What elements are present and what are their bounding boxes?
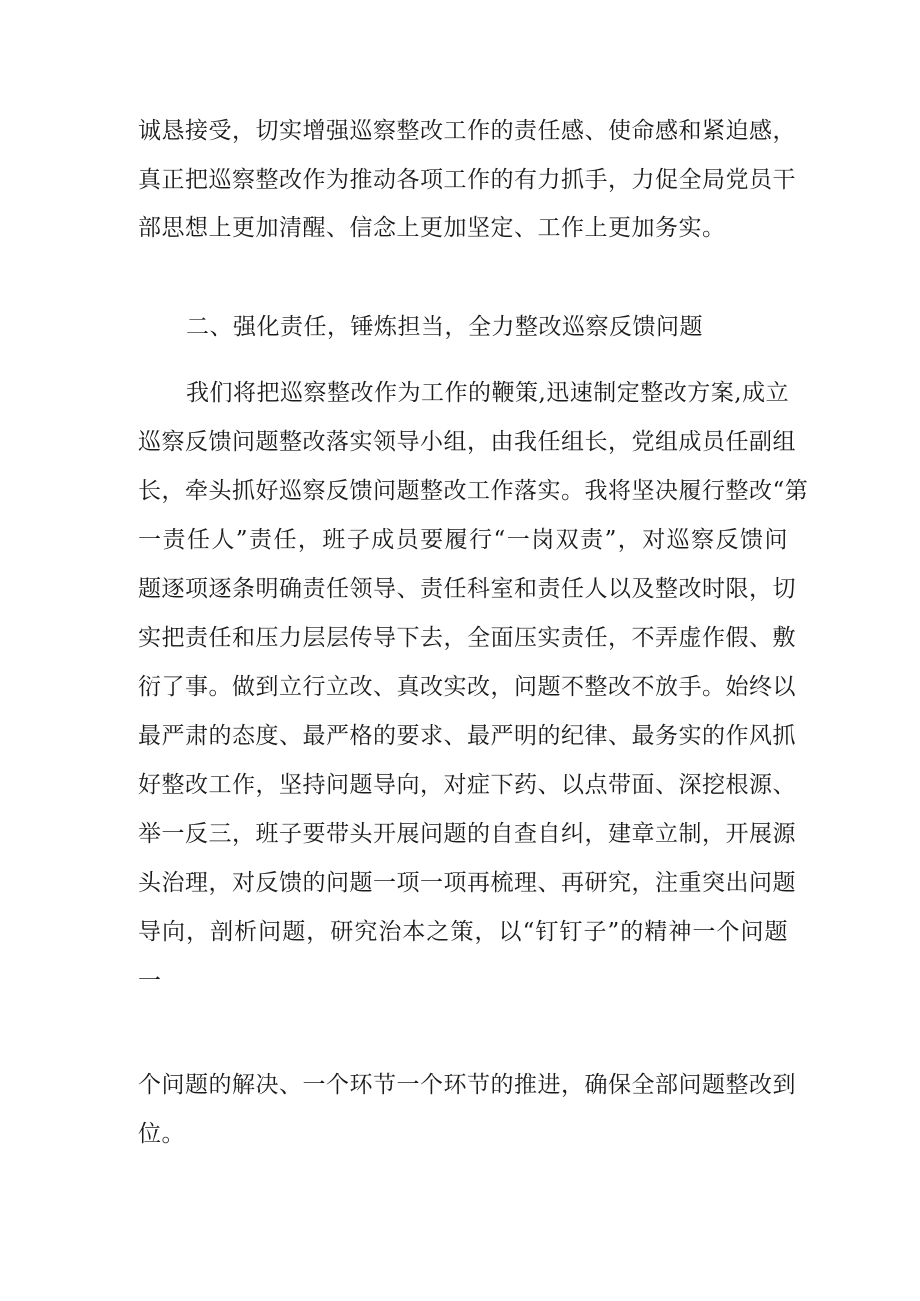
text-line: 一责任人”责任，班子成员要履行“一岗双责”，对巡察反馈问 — [138, 527, 788, 553]
text-line: 头治理，对反馈的问题一项一项再梳理、再研究，注重突出问题 — [138, 870, 796, 896]
text-line: 一 — [138, 968, 162, 994]
text-line: 衍了事。做到立行立改、真改实改，问题不整改不放手。始终以 — [138, 674, 796, 700]
text-line: 实把责任和压力层层传导下去，全面压实责任，不弄虚作假、敷 — [138, 625, 796, 651]
text-line: 真正把巡察整改作为推动各项工作的有力抓手，力促全局党员干 — [138, 167, 796, 193]
text-line: 最严肃的态度、最严格的要求、最严明的纪律、最务实的作风抓 — [138, 723, 796, 749]
text-line: 部思想上更加清醒、信念上更加坚定、工作上更加务实。 — [138, 215, 726, 241]
text-line: 我们将把巡察整改作为工作的鞭策,迅速制定整改方案,成立 — [186, 380, 790, 406]
text-line: 举一反三，班子要带头开展问题的自查自纠，建章立制，开展源 — [138, 821, 796, 847]
section-heading: 二、强化责任，锤炼担当，全力整改巡察反馈问题 — [186, 314, 703, 340]
text-line: 个问题的解决、一个环节一个环节的推进，确保全部问题整改到 — [138, 1072, 796, 1098]
text-line: 导向，剖析问题，研究治本之策，以“钉钉子”的精神一个问题 — [138, 919, 788, 945]
text-line: 诚恳接受，切实增强巡察整改工作的责任感、使命感和紧迫感， — [138, 118, 796, 144]
text-line: 好整改工作，坚持问题导向，对症下药、以点带面、深挖根源、 — [138, 772, 796, 798]
text-line: 位。 — [138, 1121, 185, 1147]
text-line: 长，牵头抓好巡察反馈问题整改工作落实。我将坚决履行整改“第 — [138, 478, 809, 504]
text-line: 巡察反馈问题整改落实领导小组，由我任组长，党组成员任副组 — [138, 429, 796, 455]
text-line: 题逐项逐条明确责任领导、责任科室和责任人以及整改时限，切 — [138, 576, 796, 602]
